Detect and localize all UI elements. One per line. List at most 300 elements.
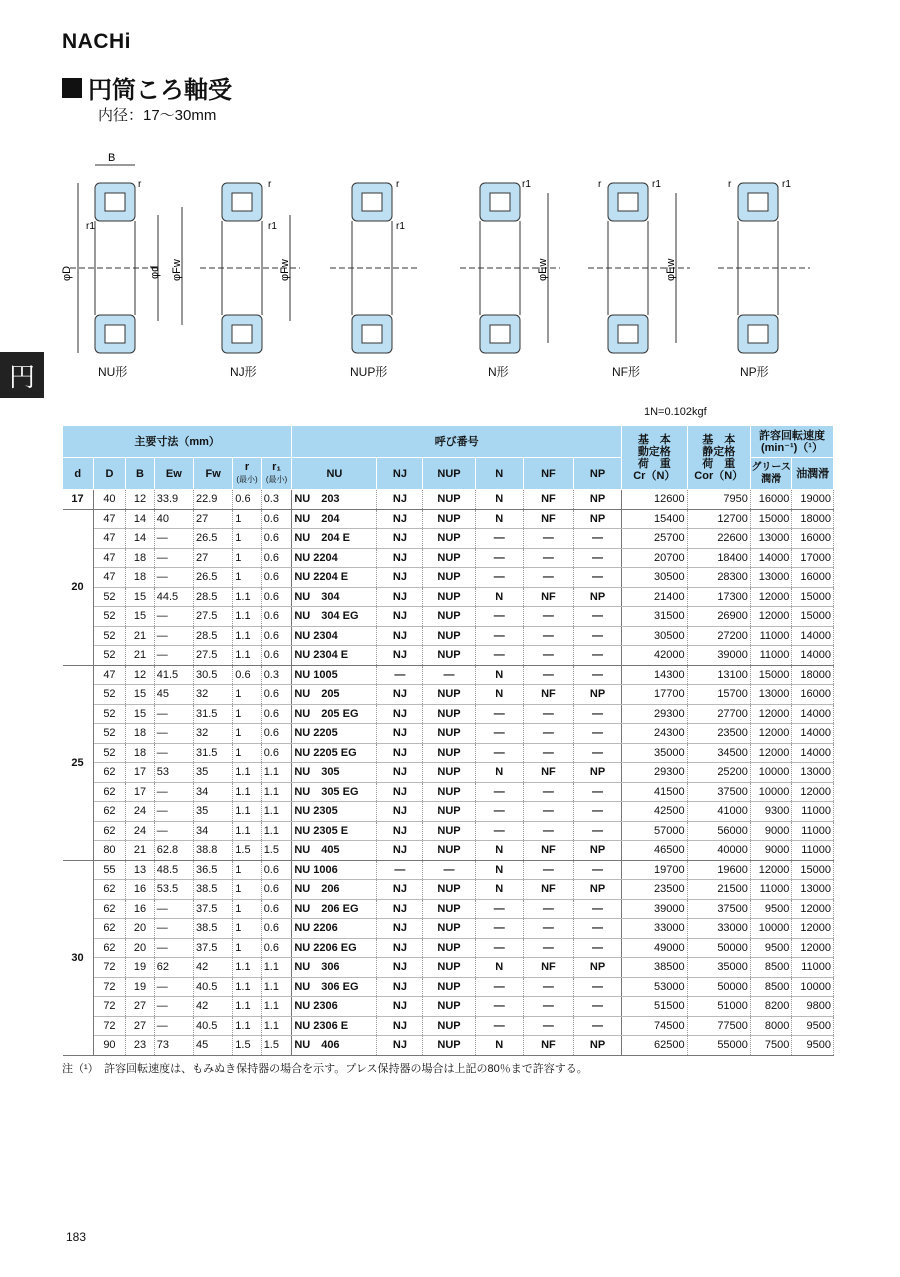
col-r1: [261, 458, 292, 490]
table-cell: 33000: [622, 919, 688, 939]
col-D: D: [93, 458, 126, 490]
table-cell: NJ: [377, 802, 423, 822]
table-cell: 62: [93, 919, 126, 939]
table-cell: 24300: [622, 724, 688, 744]
table-cell: N: [475, 860, 523, 880]
table-cell: NUP: [423, 548, 475, 568]
table-cell: NU 206: [292, 880, 377, 900]
table-cell: 1.1: [261, 802, 292, 822]
table-cell: 52: [93, 685, 126, 705]
table-cell: 62: [93, 880, 126, 900]
table-cell: 47: [93, 568, 126, 588]
section-tab: 円: [0, 352, 44, 398]
table-cell: 1.1: [233, 607, 261, 627]
table-cell: 15: [126, 607, 154, 627]
table-cell: NUP: [423, 568, 475, 588]
diagram-nup: [330, 179, 420, 353]
table-cell: 29300: [622, 704, 688, 724]
table-cell: 9300: [750, 802, 791, 822]
table-cell: 11000: [750, 880, 791, 900]
table-cell: 80: [93, 841, 126, 861]
table-cell: NU 2205: [292, 724, 377, 744]
table-cell: 53.5: [154, 880, 193, 900]
table-cell: —: [523, 977, 573, 997]
table-cell: NU 2304 E: [292, 646, 377, 666]
table-cell: —: [523, 548, 573, 568]
table-cell: NU 304 EG: [292, 607, 377, 627]
table-cell: 14000: [750, 548, 791, 568]
table-cell: —: [574, 782, 622, 802]
table-cell: 18000: [792, 665, 834, 685]
table-cell: 38.8: [194, 841, 233, 861]
table-row: [63, 802, 834, 822]
table-cell: 22.9: [194, 490, 233, 510]
col-NU: NU: [292, 458, 377, 490]
table-cell: 15700: [687, 685, 750, 705]
table-cell: 1.1: [233, 821, 261, 841]
table-cell: —: [523, 607, 573, 627]
table-cell: 51500: [622, 997, 688, 1017]
table-cell: NU 2304: [292, 626, 377, 646]
table-cell: 0.6: [261, 529, 292, 549]
table-cell: NUP: [423, 1016, 475, 1036]
table-cell: 0.6: [261, 938, 292, 958]
table-cell: 0.6: [261, 919, 292, 939]
table-cell: NJ: [377, 568, 423, 588]
table-cell: N: [475, 509, 523, 529]
table-cell: NJ: [377, 977, 423, 997]
table-cell: 12000: [750, 607, 791, 627]
title-square-icon: [62, 78, 82, 98]
table-cell: NJ: [377, 743, 423, 763]
table-cell: 18: [126, 743, 154, 763]
table-cell: NU 203: [292, 490, 377, 510]
table-cell: 72: [93, 1016, 126, 1036]
table-cell: —: [475, 743, 523, 763]
brand-logo: NACHi: [62, 30, 131, 53]
table-cell: 31.5: [194, 704, 233, 724]
table-cell: 31500: [622, 607, 688, 627]
table-cell: —: [523, 997, 573, 1017]
table-cell: NJ: [377, 548, 423, 568]
table-cell: 0.3: [261, 665, 292, 685]
table-cell: 10000: [750, 782, 791, 802]
table-row: [63, 743, 834, 763]
table-cell: 34: [194, 782, 233, 802]
table-row: [63, 665, 834, 685]
table-row: [63, 646, 834, 666]
table-cell: 56000: [687, 821, 750, 841]
table-cell: 62: [93, 782, 126, 802]
table-cell: NP: [574, 763, 622, 783]
diagram-label-nu: NU形: [98, 365, 128, 379]
table-cell: —: [574, 977, 622, 997]
table-cell: NUP: [423, 763, 475, 783]
table-cell: 47: [93, 509, 126, 529]
table-cell: NUP: [423, 938, 475, 958]
col-oil: 油潤滑: [792, 458, 834, 490]
table-cell: —: [574, 607, 622, 627]
table-cell: 35: [194, 763, 233, 783]
table-cell: 26900: [687, 607, 750, 627]
table-cell: 1.5: [261, 841, 292, 861]
table-cell: 20700: [622, 548, 688, 568]
table-row: [63, 782, 834, 802]
table-cell: NU 305: [292, 763, 377, 783]
table-cell: 47: [93, 529, 126, 549]
table-cell: 11000: [792, 802, 834, 822]
table-row: [63, 626, 834, 646]
table-cell: NP: [574, 880, 622, 900]
table-cell: 19700: [622, 860, 688, 880]
table-cell: NJ: [377, 607, 423, 627]
table-cell: 16: [126, 899, 154, 919]
table-cell: 57000: [622, 821, 688, 841]
table-cell: 14000: [792, 743, 834, 763]
table-cell: 44.5: [154, 587, 193, 607]
table-cell: 12: [126, 665, 154, 685]
table-row: [63, 821, 834, 841]
table-cell: —: [475, 802, 523, 822]
table-cell: —: [154, 607, 193, 627]
table-cell: 14: [126, 529, 154, 549]
table-cell: —: [523, 802, 573, 822]
table-cell: 1.1: [261, 782, 292, 802]
table-cell: 17000: [792, 548, 834, 568]
dim-phifw-label: φFw: [171, 259, 183, 281]
col-r-min: (最小): [236, 475, 258, 484]
table-cell: 11000: [792, 821, 834, 841]
col-NJ: NJ: [377, 458, 423, 490]
table-cell: —: [154, 1016, 193, 1036]
table-cell: —: [154, 724, 193, 744]
table-cell: NF: [523, 880, 573, 900]
table-cell: 8500: [750, 958, 791, 978]
table-cell: 41.5: [154, 665, 193, 685]
table-cell: —: [574, 1016, 622, 1036]
table-cell: 40: [93, 490, 126, 510]
dim-phid-label: φD: [61, 265, 73, 281]
table-cell: NUP: [423, 1036, 475, 1056]
table-cell: —: [574, 802, 622, 822]
table-cell: 1.1: [261, 977, 292, 997]
dim-r-label: r: [268, 179, 272, 190]
table-cell: 55: [93, 860, 126, 880]
table-cell: 62: [93, 802, 126, 822]
table-cell: 1.1: [233, 646, 261, 666]
table-cell: 12000: [750, 860, 791, 880]
table-cell: —: [574, 646, 622, 666]
table-cell: NJ: [377, 685, 423, 705]
table-cell: NJ: [377, 1036, 423, 1056]
table-cell: 15: [126, 685, 154, 705]
table-cell: 0.6: [233, 490, 261, 510]
table-cell: —: [377, 665, 423, 685]
table-cell: 12000: [750, 704, 791, 724]
table-cell: —: [523, 704, 573, 724]
table-cell: 16000: [792, 685, 834, 705]
table-cell: 52: [93, 607, 126, 627]
table-cell: NF: [523, 958, 573, 978]
table-cell: 0.6: [261, 899, 292, 919]
table-cell: 37.5: [194, 938, 233, 958]
table-cell: 1.5: [233, 1036, 261, 1056]
table-cell: 39000: [687, 646, 750, 666]
table-cell: 52: [93, 587, 126, 607]
table-cell: NU 205: [292, 685, 377, 705]
table-cell: 30500: [622, 568, 688, 588]
footnote: 注（¹） 許容回転速度は、もみぬき保持器の場合を示す。プレス保持器の場合は上記の80％まで許容する。: [62, 1063, 588, 1075]
table-cell: —: [574, 548, 622, 568]
table-cell: —: [523, 568, 573, 588]
table-cell: N: [475, 490, 523, 510]
table-cell: NU 205 EG: [292, 704, 377, 724]
table-cell: 18: [126, 724, 154, 744]
dim-b-label: B: [108, 152, 116, 164]
table-cell: 32: [194, 724, 233, 744]
dim-phiew-label: φEw: [665, 258, 677, 281]
table-cell: N: [475, 1036, 523, 1056]
diagram-nj: [200, 179, 300, 353]
table-cell: 15000: [792, 860, 834, 880]
table-cell: 7950: [687, 490, 750, 510]
bore-diameter-cell: 17: [63, 490, 94, 510]
table-cell: 1.1: [233, 782, 261, 802]
diagram-label-n: N形: [488, 365, 509, 379]
table-cell: 23: [126, 1036, 154, 1056]
dim-r-label: r: [396, 179, 400, 190]
table-row: [63, 685, 834, 705]
table-cell: NP: [574, 841, 622, 861]
table-cell: 52: [93, 646, 126, 666]
table-cell: —: [154, 626, 193, 646]
table-cell: 27: [194, 509, 233, 529]
table-cell: 13000: [792, 880, 834, 900]
table-cell: —: [475, 997, 523, 1017]
page-number: 183: [66, 1230, 87, 1244]
table-cell: 40.5: [194, 1016, 233, 1036]
table-cell: —: [154, 782, 193, 802]
table-cell: 1: [233, 743, 261, 763]
table-cell: 52: [93, 704, 126, 724]
table-cell: 25200: [687, 763, 750, 783]
table-cell: 15400: [622, 509, 688, 529]
table-cell: 0.6: [261, 568, 292, 588]
table-cell: NJ: [377, 763, 423, 783]
table-cell: 41500: [622, 782, 688, 802]
page-title: [62, 70, 232, 105]
table-cell: 14000: [792, 704, 834, 724]
table-row: [63, 919, 834, 939]
table-cell: 62: [93, 899, 126, 919]
table-cell: 23500: [687, 724, 750, 744]
table-cell: 1.1: [233, 802, 261, 822]
table-cell: 53: [154, 763, 193, 783]
table-cell: 33.9: [154, 490, 193, 510]
table-cell: 40.5: [194, 977, 233, 997]
table-cell: 14300: [622, 665, 688, 685]
table-cell: NU 2305: [292, 802, 377, 822]
table-cell: 27700: [687, 704, 750, 724]
table-cell: 18: [126, 548, 154, 568]
table-cell: 1.1: [233, 626, 261, 646]
table-cell: —: [523, 938, 573, 958]
table-cell: —: [154, 899, 193, 919]
table-cell: 39000: [622, 899, 688, 919]
table-cell: 0.6: [261, 646, 292, 666]
table-cell: 0.6: [261, 743, 292, 763]
table-cell: 19: [126, 958, 154, 978]
table-cell: NJ: [377, 509, 423, 529]
table-cell: 31.5: [194, 743, 233, 763]
table-cell: —: [523, 724, 573, 744]
table-cell: 34500: [687, 743, 750, 763]
table-cell: 12000: [750, 587, 791, 607]
table-cell: 13: [126, 860, 154, 880]
table-cell: 12000: [750, 724, 791, 744]
table-cell: —: [574, 899, 622, 919]
table-cell: NJ: [377, 626, 423, 646]
table-cell: 8000: [750, 1016, 791, 1036]
table-cell: 52: [93, 626, 126, 646]
table-cell: NUP: [423, 607, 475, 627]
table-cell: 26.5: [194, 529, 233, 549]
diagram-n: [460, 179, 560, 353]
table-cell: NUP: [423, 704, 475, 724]
table-cell: NU 2205 EG: [292, 743, 377, 763]
table-cell: NJ: [377, 646, 423, 666]
table-row: [63, 568, 834, 588]
table-cell: 19000: [792, 490, 834, 510]
table-cell: 1.5: [261, 1036, 292, 1056]
table-cell: 1.1: [261, 763, 292, 783]
table-cell: 1.1: [261, 997, 292, 1017]
table-cell: 1.1: [261, 958, 292, 978]
table-cell: 13000: [750, 685, 791, 705]
table-cell: 24: [126, 802, 154, 822]
table-cell: 62.8: [154, 841, 193, 861]
table-cell: 0.6: [261, 685, 292, 705]
table-cell: 0.6: [261, 704, 292, 724]
table-cell: —: [154, 568, 193, 588]
dim-r1-label: r1: [86, 221, 95, 232]
table-cell: 21400: [622, 587, 688, 607]
col-B: B: [126, 458, 154, 490]
table-cell: 1: [233, 919, 261, 939]
table-cell: 9500: [792, 1036, 834, 1056]
table-cell: 45: [194, 1036, 233, 1056]
table-cell: —: [475, 977, 523, 997]
table-cell: —: [475, 938, 523, 958]
table-cell: 74500: [622, 1016, 688, 1036]
table-cell: 14000: [792, 626, 834, 646]
table-cell: NUP: [423, 685, 475, 705]
table-cell: 18000: [792, 509, 834, 529]
table-cell: NUP: [423, 880, 475, 900]
table-cell: —: [574, 529, 622, 549]
dim-phi-small-d-label: φd: [149, 265, 161, 279]
table-cell: 1.1: [233, 958, 261, 978]
table-cell: 1: [233, 880, 261, 900]
table-cell: —: [475, 899, 523, 919]
table-cell: NUP: [423, 899, 475, 919]
table-cell: NUP: [423, 587, 475, 607]
table-cell: NU 304: [292, 587, 377, 607]
table-cell: 27200: [687, 626, 750, 646]
table-cell: 15000: [750, 665, 791, 685]
table-cell: 12000: [792, 782, 834, 802]
col-NP: NP: [574, 458, 622, 490]
table-cell: —: [475, 919, 523, 939]
diagram-label-nj: NJ形: [230, 365, 257, 379]
header-main-dims: 主要寸法（mm）: [63, 426, 292, 458]
table-cell: NUP: [423, 802, 475, 822]
table-cell: 27: [126, 1016, 154, 1036]
table-cell: NJ: [377, 587, 423, 607]
table-cell: —: [154, 529, 193, 549]
table-cell: 11000: [792, 841, 834, 861]
table-cell: 1.5: [233, 841, 261, 861]
table-cell: 7500: [750, 1036, 791, 1056]
table-cell: 1: [233, 529, 261, 549]
table-cell: 36.5: [194, 860, 233, 880]
bore-diameter-cell: 20: [63, 509, 94, 665]
table-cell: NUP: [423, 646, 475, 666]
table-cell: 15: [126, 704, 154, 724]
table-row: [63, 607, 834, 627]
table-cell: 0.6: [261, 509, 292, 529]
table-cell: 12000: [792, 919, 834, 939]
table-cell: 35: [194, 802, 233, 822]
table-cell: NUP: [423, 997, 475, 1017]
table-row: [63, 938, 834, 958]
table-cell: 13000: [750, 529, 791, 549]
table-cell: NUP: [423, 626, 475, 646]
table-cell: —: [574, 938, 622, 958]
table-cell: 15000: [792, 607, 834, 627]
table-cell: 9000: [750, 841, 791, 861]
table-cell: 45: [154, 685, 193, 705]
table-cell: NP: [574, 685, 622, 705]
bore-diameter-cell: 25: [63, 665, 94, 860]
table-cell: NJ: [377, 880, 423, 900]
table-cell: —: [154, 743, 193, 763]
page-subtitle: 内径：17〜30mm: [98, 107, 217, 124]
table-cell: NJ: [377, 490, 423, 510]
table-cell: NF: [523, 509, 573, 529]
col-N: N: [475, 458, 523, 490]
table-cell: 0.6: [233, 665, 261, 685]
dim-r-label: r: [598, 179, 602, 190]
table-cell: NUP: [423, 821, 475, 841]
table-row: [63, 1016, 834, 1036]
table-cell: —: [574, 821, 622, 841]
table-cell: 41000: [687, 802, 750, 822]
table-cell: 12700: [687, 509, 750, 529]
table-cell: NUP: [423, 919, 475, 939]
table-row: [63, 958, 834, 978]
table-cell: 62: [93, 763, 126, 783]
col-Ew: Ew: [154, 458, 193, 490]
table-cell: —: [475, 821, 523, 841]
table-cell: 1: [233, 899, 261, 919]
table-cell: 8200: [750, 997, 791, 1017]
table-cell: NU 2305 E: [292, 821, 377, 841]
col-NF: NF: [523, 458, 573, 490]
table-cell: N: [475, 665, 523, 685]
table-cell: NU 204: [292, 509, 377, 529]
table-cell: 27.5: [194, 646, 233, 666]
